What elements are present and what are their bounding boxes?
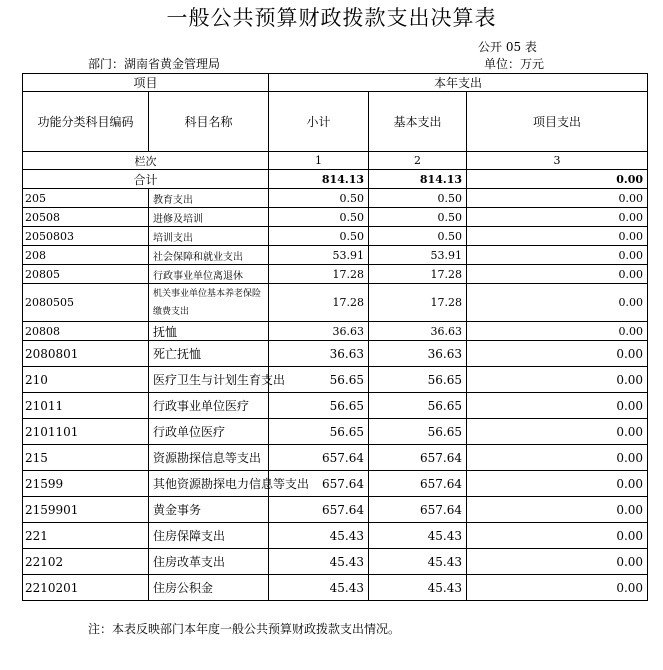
table-row [23,549,648,575]
row-basic: 56.65 [369,393,467,419]
row-code: 21599 [23,471,149,497]
row-project: 0.00 [467,419,648,445]
row-subtotal: 0.50 [269,189,369,208]
table-row [23,322,648,341]
row-project: 0.00 [467,189,648,208]
row-subtotal: 36.63 [269,341,369,367]
row-code: 215 [23,445,149,471]
row-project: 0.00 [467,549,648,575]
total-subtotal: 814.13 [269,170,369,189]
row-basic: 0.50 [369,189,467,208]
row-project: 0.00 [467,575,648,601]
page-title: 一般公共预算财政拨款支出决算表 [166,6,497,30]
table-row [23,341,648,367]
row-code: 2159901 [23,497,149,523]
seq-row [23,152,648,170]
seq-3: 3 [467,152,648,170]
row-code: 221 [23,523,149,549]
row-name: 住房保障支出 [149,523,269,549]
table-row [23,575,648,601]
row-project: 0.00 [467,367,648,393]
row-subtotal: 56.65 [269,419,369,445]
col-header-subtotal: 小计 [269,92,369,152]
row-basic: 17.28 [369,284,467,322]
row-code: 20808 [23,322,149,341]
total-basic: 814.13 [369,170,467,189]
row-subtotal: 17.28 [269,284,369,322]
row-name: 机关事业单位基本养老保险缴费支出 [149,284,269,322]
col-header-project: 项目支出 [467,92,648,152]
row-name: 教育支出 [149,189,269,208]
row-subtotal: 0.50 [269,227,369,246]
row-project: 0.00 [467,227,648,246]
col-header-code: 功能分类科目编码 [23,92,149,152]
total-label: 合计 [23,170,269,189]
col-header-basic: 基本支出 [369,92,467,152]
row-project: 0.00 [467,393,648,419]
row-basic: 45.43 [369,549,467,575]
row-code: 20805 [23,265,149,284]
seq-label: 栏次 [23,152,269,170]
row-name: 抚恤 [149,322,269,341]
seq-2: 2 [369,152,467,170]
row-subtotal: 45.43 [269,549,369,575]
table-row [23,227,648,246]
table-row [23,445,648,471]
row-project: 0.00 [467,246,648,265]
row-name: 行政事业单位离退休 [149,265,269,284]
row-basic: 0.50 [369,208,467,227]
row-project: 0.00 [467,497,648,523]
total-project: 0.00 [467,170,648,189]
row-subtotal: 17.28 [269,265,369,284]
form-code: 公开 05 表 [478,40,537,54]
row-name: 其他资源勘探电力信息等支出 [149,471,269,497]
row-project: 0.00 [467,341,648,367]
row-project: 0.00 [467,322,648,341]
row-name: 资源勘探信息等支出 [149,445,269,471]
row-code: 21011 [23,393,149,419]
row-name: 进修及培训 [149,208,269,227]
row-code: 2101101 [23,419,149,445]
expenditure-table [22,73,648,601]
row-project: 0.00 [467,445,648,471]
total-row [23,170,648,189]
table-row [23,471,648,497]
row-name: 培训支出 [149,227,269,246]
row-code: 2050803 [23,227,149,246]
row-name: 住房公积金 [149,575,269,601]
row-name: 医疗卫生与计划生育支出 [149,367,269,393]
row-name: 黄金事务 [149,497,269,523]
row-code: 2080801 [23,341,149,367]
row-basic: 36.63 [369,341,467,367]
table-row [23,265,648,284]
table-row [23,284,648,322]
row-basic: 657.64 [369,445,467,471]
group-header-item: 项目 [23,74,269,92]
row-code: 210 [23,367,149,393]
row-subtotal: 0.50 [269,208,369,227]
row-basic: 36.63 [369,322,467,341]
row-project: 0.00 [467,471,648,497]
row-name: 社会保障和就业支出 [149,246,269,265]
row-code: 208 [23,246,149,265]
table-row [23,523,648,549]
row-subtotal: 53.91 [269,246,369,265]
unit-label: 单位：万元 [484,57,545,71]
table-row [23,419,648,445]
row-project: 0.00 [467,265,648,284]
table-row [23,208,648,227]
row-project: 0.00 [467,523,648,549]
row-code: 205 [23,189,149,208]
row-subtotal: 56.65 [269,367,369,393]
row-subtotal: 45.43 [269,523,369,549]
row-code: 22102 [23,549,149,575]
row-name: 行政事业单位医疗 [149,393,269,419]
table-row [23,393,648,419]
row-basic: 56.65 [369,419,467,445]
row-code: 2080505 [23,284,149,322]
row-name: 住房改革支出 [149,549,269,575]
row-basic: 53.91 [369,246,467,265]
row-basic: 0.50 [369,227,467,246]
row-code: 2210201 [23,575,149,601]
row-project: 0.00 [467,208,648,227]
row-name: 行政单位医疗 [149,419,269,445]
row-subtotal: 45.43 [269,575,369,601]
footnote: 注：本表反映部门本年度一般公共预算财政拨款支出情况。 [88,622,401,636]
row-basic: 657.64 [369,497,467,523]
table-row [23,367,648,393]
row-basic: 45.43 [369,575,467,601]
row-basic: 657.64 [369,471,467,497]
seq-1: 1 [269,152,369,170]
row-subtotal: 36.63 [269,322,369,341]
row-code: 20508 [23,208,149,227]
row-name: 死亡抚恤 [149,341,269,367]
table-row [23,246,648,265]
row-subtotal: 657.64 [269,497,369,523]
table-row [23,189,648,208]
row-basic: 17.28 [369,265,467,284]
group-header-spend: 本年支出 [269,74,648,92]
table-row [23,497,648,523]
row-subtotal: 56.65 [269,393,369,419]
col-header-name: 科目名称 [149,92,269,152]
row-subtotal: 657.64 [269,471,369,497]
row-basic: 45.43 [369,523,467,549]
department-label: 部门：湖南省黄金管理局 [88,57,221,71]
row-basic: 56.65 [369,367,467,393]
row-subtotal: 657.64 [269,445,369,471]
row-project: 0.00 [467,284,648,322]
